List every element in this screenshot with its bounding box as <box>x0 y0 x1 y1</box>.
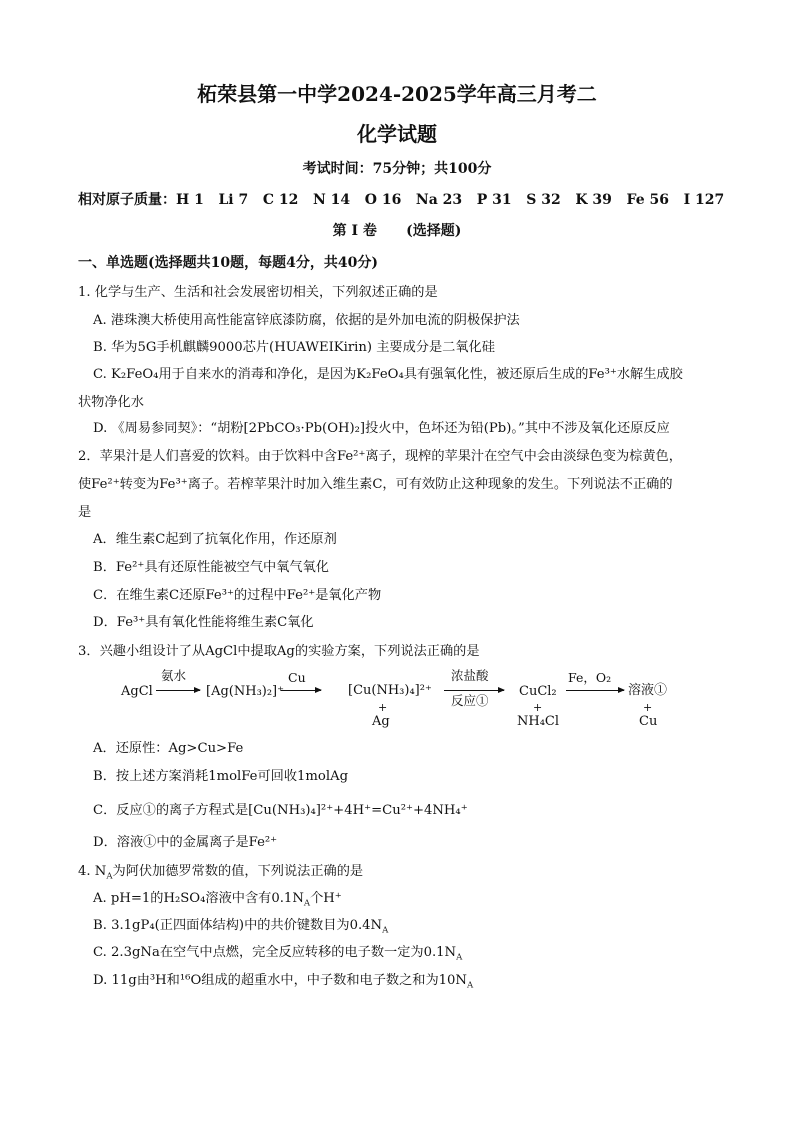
scheme-ag: Ag <box>372 714 390 729</box>
q3-stem: 3．兴趣小组设计了从AgCl中提取Ag的实验方案，下列说法正确的是 <box>78 644 480 659</box>
scheme-reagent-cu: Cu <box>288 670 306 685</box>
scheme-reaction-1-label: 反应① <box>451 693 489 708</box>
q1-option-b: B. 华为5G手机麒麟9000芯片(HUAWEIKirin) 主要成分是二氧化硅 <box>93 340 495 355</box>
subject-title: 化学试题 <box>357 122 437 146</box>
q2-stem-line2: 使Fe²⁺转变为Fe³⁺离子。若榨苹果汁时加入维生素C，可有效防止这种现象的发生。下列说法不正确的 <box>78 477 673 492</box>
q2-stem-line1: 2．苹果汁是人们喜爱的饮料。由于饮料中含Fe²⁺离子，现榨的苹果汁在空气中会由淡绿色变为棕黄色， <box>78 449 682 464</box>
volume-heading: 第 I 卷 (选择题) <box>332 223 462 239</box>
q2-option-b: B．Fe²⁺具有还原性能被空气中氧气氧化 <box>93 560 329 575</box>
q1-option-a: A. 港珠澳大桥使用高性能富锌底漆防腐，依据的是外加电流的阴极保护法 <box>93 313 520 328</box>
q4-option-b: B. 3.1gP₄(正四面体结构)中的共价键数目为$0.4N_A$ <box>93 918 389 936</box>
scheme-arrow-2 <box>281 690 321 691</box>
q3-option-a: A．还原性：Ag>Cu>Fe <box>93 741 244 756</box>
scheme-cucl2: CuCl₂ <box>519 684 557 699</box>
q1-option-c-cont: 状物净化水 <box>78 395 144 410</box>
q1-option-c: C. K₂FeO₄用于自来水的消毒和净化，是因为K₂FeO₄具有强氧化性，被还原后生成的Fe³⁺水解生成胶 <box>93 367 683 382</box>
scheme-agcl: AgCl <box>121 684 153 699</box>
q1-option-d: D. 《周易参同契》：“胡粉[2PbCO₃·Pb(OH)₂]投火中，色坏还为铅(Pb)。”其中不涉及氧化还原反应 <box>93 421 670 436</box>
q2-option-d: D．Fe³⁺具有氧化性能将维生素C氧化 <box>93 615 314 630</box>
scheme-nh4cl: NH₄Cl <box>517 714 560 729</box>
scheme-plus-3: + <box>643 701 653 714</box>
q3-option-d: D．溶液①中的金属离子是Fe²⁺ <box>93 835 278 850</box>
scheme-plus-1: + <box>378 701 388 714</box>
scheme-arrow-4 <box>566 690 624 691</box>
exam-time-info: 考试时间：75分钟；共100分 <box>302 161 492 177</box>
q4-option-d: D. 11g由³H和¹⁶O组成的超重水中，中子数和电子数之和为$10N_A$ <box>93 973 474 991</box>
scheme-reagent-fe-o2: Fe，O₂ <box>568 670 612 685</box>
q4-option-c: C. 2.3gNa在空气中点燃，完全反应转移的电子数一定为$0.1N_A$ <box>93 945 463 963</box>
scheme-cu: Cu <box>639 714 658 729</box>
scheme-solution-1: 溶液① <box>628 683 668 698</box>
atomic-masses: 相对原子质量：H 1 Li 7 C 12 N 14 O 16 Na 23 P 31 S 32 K 39 Fe 56 I 127 <box>78 192 725 208</box>
q3-option-b: B．按上述方案消耗1molFe可回收1molAg <box>93 769 349 784</box>
scheme-plus-2: + <box>533 701 543 714</box>
q4-option-a: A. pH=1的H₂SO₄溶液中含有$0.1N_A$个H⁺ <box>93 891 342 909</box>
scheme-arrow-1 <box>156 690 200 691</box>
scheme-arrow-3 <box>444 690 504 691</box>
q2-stem-line3: 是 <box>78 505 92 520</box>
q1-stem: 1. 化学与生产、生活和社会发展密切相关，下列叙述正确的是 <box>78 285 438 300</box>
exam-title: 柘荣县第一中学2024-2025学年高三月考二 <box>197 82 597 106</box>
q4-stem: 4. $N_A$为阿伏加德罗常数的值，下列说法正确的是 <box>78 864 364 882</box>
q3-option-c: C．反应①的离子方程式是[Cu(NH₃)₄]²⁺+4H⁺=Cu²⁺+4NH₄⁺ <box>93 803 468 818</box>
scheme-copper-complex: [Cu(NH₃)₄]²⁺ <box>348 683 432 698</box>
scheme-reagent-ammonia: 氨水 <box>161 668 187 683</box>
q2-option-a: A．维生素C起到了抗氧化作用，作还原剂 <box>93 532 337 547</box>
scheme-reagent-hcl: 浓盐酸 <box>451 668 489 683</box>
scheme-silver-complex: [Ag(NH₃)₂]⁺ <box>206 684 284 699</box>
section-heading: 一、单选题(选择题共10题，每题4分，共40分) <box>78 255 378 271</box>
q2-option-c: C．在维生素C还原Fe³⁺的过程中Fe²⁺是氧化产物 <box>93 588 382 603</box>
